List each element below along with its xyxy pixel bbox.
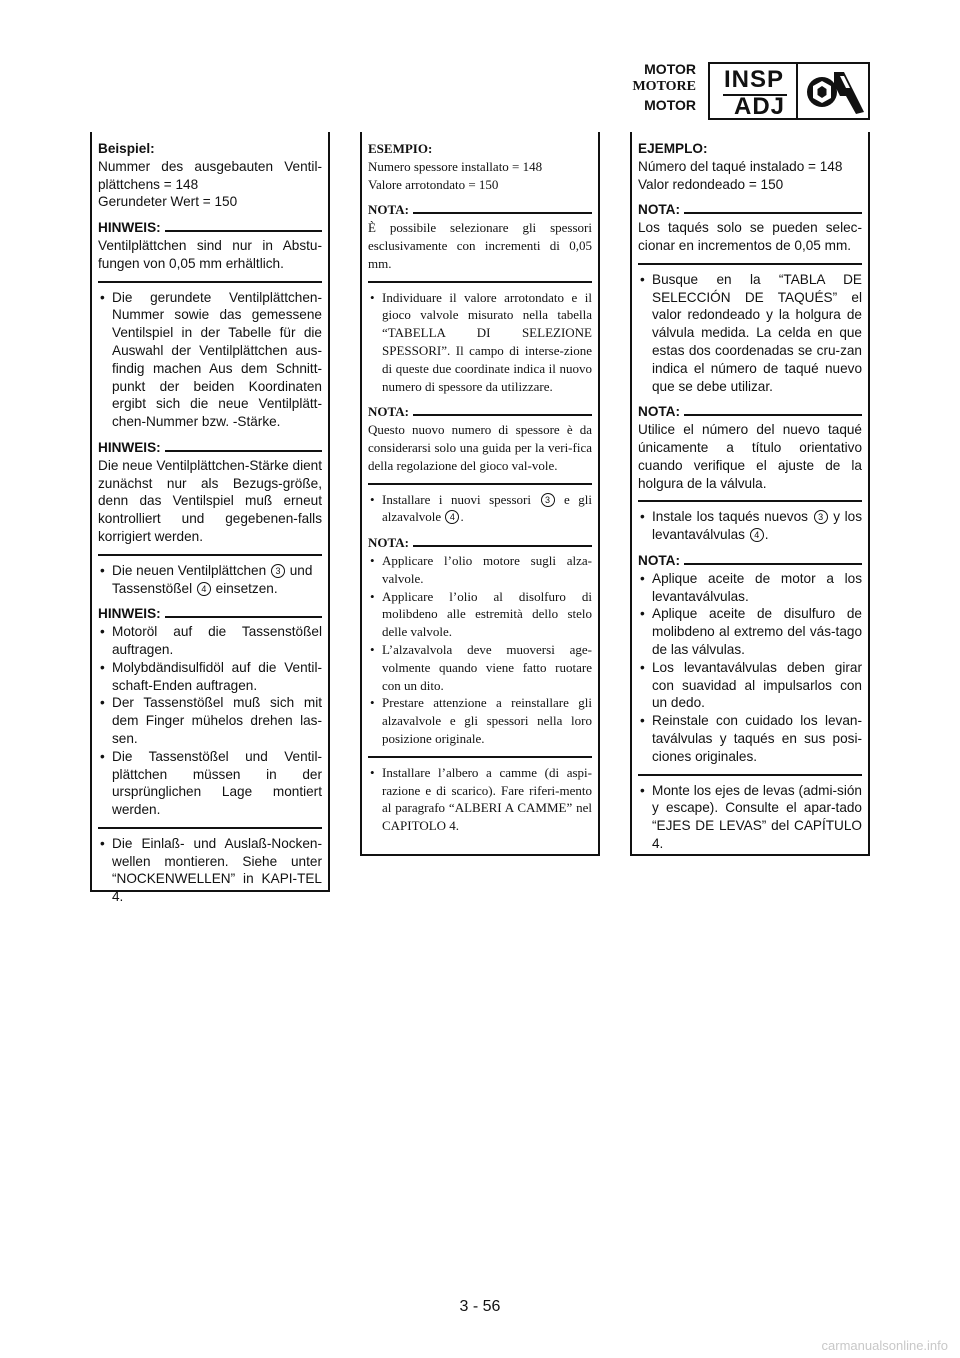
note-text: Ventilplättchen sind nur in Abstu-fungen von 0,05 mm erhältlich. bbox=[98, 237, 322, 271]
example-title: Beispiel: bbox=[98, 141, 155, 156]
note-rule bbox=[684, 563, 862, 565]
callout-number: 4 bbox=[445, 510, 459, 524]
list-item: • Die Tassenstößel und Ventil-plättchen müssen in der ursprünglichen Lage montiert werden. bbox=[98, 748, 322, 819]
note-text: Die neue Ventilplättchen-Stärke dient zunächst nur als Bezugs-größe, denn das Ventilspiel muß erneut kontrolliert und gegebenen-falls korrigiert werden. bbox=[98, 457, 322, 544]
example-line: Nummer des ausgebauten Ventil-plättchens = 148 bbox=[98, 158, 322, 192]
note-text: È possibile selezionare gli spessori esclusivamente con incrementi di 0,05 mm. bbox=[368, 220, 592, 271]
note-end-rule bbox=[638, 263, 862, 265]
step-text: Instale los taqués nuevos bbox=[652, 509, 808, 525]
note-title: NOTA: bbox=[638, 202, 681, 218]
note-rule bbox=[165, 450, 322, 452]
badge-adj-label: ADJ bbox=[734, 93, 786, 120]
note-rule bbox=[684, 414, 862, 416]
section-title-es: MOTOR bbox=[644, 97, 696, 113]
note-header bbox=[98, 439, 322, 457]
note-list bbox=[98, 623, 322, 819]
step-list bbox=[638, 508, 862, 544]
note-end-rule bbox=[98, 281, 322, 283]
callout-number: 4 bbox=[197, 582, 211, 596]
list-item: • Die gerundete Ventilplättchen-Nummer sowie das gemessene Ventilspiel in der Tabelle für die Auswahl der Ventilplättchen aus-findig machen Aus dem Schnitt-punkt der beiden Koordinaten ergibt sich die neue Ventilplätt-chen-Nummer bzw. -Stärke. bbox=[98, 289, 322, 431]
step-list bbox=[98, 562, 322, 598]
list-item: • Applicare l’olio al disolfuro di molibdeno alle estremità dello stelo delle valvole. bbox=[368, 588, 592, 641]
note-header bbox=[638, 201, 862, 219]
badge-insp-label: INSP bbox=[724, 66, 785, 93]
list-item: • Der Tassenstößel muß sich mit dem Finger mühelos drehen las-sen. bbox=[98, 694, 322, 747]
page-number: 3 - 56 bbox=[459, 1298, 501, 1315]
note-rule bbox=[165, 230, 322, 232]
note-end-rule bbox=[368, 756, 592, 758]
step-text: . bbox=[764, 527, 769, 543]
list-item: • Aplique aceite de motor a los levantaválvulas. bbox=[638, 570, 862, 606]
step-text: und Tassenstößel bbox=[112, 562, 313, 596]
note-header bbox=[638, 403, 862, 421]
list-item: • Motoröl auf die Tassenstößel auftragen. bbox=[98, 623, 322, 659]
note-header bbox=[368, 403, 592, 421]
note-header bbox=[368, 201, 592, 219]
callout-number: 3 bbox=[814, 510, 828, 524]
note-text: Los taqués solo se pueden selec-cionar en incrementos de 0,05 mm. bbox=[638, 220, 862, 253]
watermark: carmanualsonline.info bbox=[821, 1338, 948, 1353]
step-list bbox=[368, 491, 592, 527]
step-text: Die neuen Ventilplättchen bbox=[112, 562, 267, 578]
note-rule bbox=[413, 545, 592, 547]
section-titles bbox=[600, 60, 696, 114]
list-item bbox=[98, 562, 322, 598]
step-text: y los levantaválvulas bbox=[652, 509, 862, 543]
step-list bbox=[368, 289, 592, 396]
note-end-rule bbox=[638, 774, 862, 776]
step-list bbox=[98, 289, 322, 431]
note-rule bbox=[413, 212, 592, 214]
note-title: NOTA: bbox=[368, 202, 409, 218]
list-item: • Molybdändisulfidöl auf die Ventil-schaft-Enden auftragen. bbox=[98, 659, 322, 695]
list-item: • Aplique aceite de disulfuro de molibdeno al extremo del vás-tago de las válvulas. bbox=[638, 605, 862, 658]
badge-vertical-divider bbox=[796, 64, 798, 118]
note-header bbox=[368, 534, 592, 552]
column-spanish bbox=[630, 132, 870, 856]
note-rule bbox=[684, 212, 862, 214]
note-title: NOTA: bbox=[368, 535, 409, 551]
example-line: Valor redondeado = 150 bbox=[638, 176, 784, 192]
note-title: NOTA: bbox=[368, 404, 409, 420]
step-list bbox=[638, 271, 862, 396]
note-header bbox=[638, 552, 862, 570]
step-list bbox=[98, 835, 322, 906]
list-item: • Die Einlaß- und Auslaß-Nocken-wellen montieren. Siehe unter “NOCKENWELLEN” in KAPI-TEL 4. bbox=[98, 835, 322, 906]
note-title: HINWEIS: bbox=[98, 606, 161, 622]
callout-number: 4 bbox=[750, 528, 764, 542]
note-list bbox=[368, 552, 592, 748]
list-item bbox=[638, 508, 862, 544]
note-text: Utilice el número del nuevo taqué únicamente a título orientativo cuando verifique el ajuste de la holgura de la válvula. bbox=[638, 422, 862, 491]
callout-number: 3 bbox=[541, 493, 555, 507]
callout-number: 3 bbox=[271, 564, 285, 578]
list-item: • Installare l’albero a camme (di aspi-razione e di scarico). Fare riferi-mento al paragrafo “ALBERI A CAMME” nel CAPITOLO 4. bbox=[368, 764, 592, 835]
note-title: HINWEIS: bbox=[98, 439, 161, 455]
list-item: • Prestare attenzione a reinstallare gli alzavalvole e gli spessori nella loro posizione originale. bbox=[368, 694, 592, 747]
example-line: Gerundeter Wert = 150 bbox=[98, 194, 238, 210]
step-list bbox=[638, 782, 862, 853]
note-header bbox=[98, 605, 322, 623]
list-item: • Applicare l’olio motore sugli alza-valvole. bbox=[368, 552, 592, 588]
note-text: Questo nuovo numero di spessore è da considerarsi solo una guida per la veri-fica della regolazione del gioco val-vole. bbox=[368, 422, 592, 473]
list-item: • Reinstale con cuidado los levan-taválvulas y taqués en sus posi-ciones originales. bbox=[638, 712, 862, 765]
example-line: Número del taqué instalado = 148 bbox=[638, 158, 843, 174]
note-end-rule bbox=[368, 281, 592, 283]
step-text: e gli alzavalvole bbox=[382, 491, 593, 525]
wrench-icon bbox=[804, 66, 866, 118]
note-title: HINWEIS: bbox=[98, 220, 161, 236]
step-text: Installare i nuovi spessori bbox=[382, 491, 531, 507]
section-title-it: MOTORE bbox=[632, 79, 696, 94]
section-title-de: MOTOR bbox=[644, 61, 696, 77]
note-end-rule bbox=[98, 554, 322, 556]
note-end-rule bbox=[638, 500, 862, 502]
example-title: EJEMPLO: bbox=[638, 141, 708, 156]
example-line: Numero spessore installato = 148 bbox=[368, 158, 543, 174]
note-title: NOTA: bbox=[638, 552, 681, 568]
list-item: • Los levantaválvulas deben girar con suavidad al impulsarlos con un dedo. bbox=[638, 659, 862, 712]
step-text: . bbox=[460, 509, 464, 525]
column-italian bbox=[360, 132, 600, 856]
insp-adj-badge bbox=[708, 62, 870, 120]
note-rule bbox=[413, 414, 592, 416]
step-text: einsetzen. bbox=[215, 580, 278, 596]
note-end-rule bbox=[368, 483, 592, 485]
note-list bbox=[638, 570, 862, 766]
note-title: NOTA: bbox=[638, 404, 681, 420]
list-item: • Monte los ejes de levas (admi-sión y escape). Consulte el apar-tado “EJES DE LEVAS” del CAPÍTULO 4. bbox=[638, 782, 862, 853]
note-header bbox=[98, 219, 322, 237]
note-end-rule bbox=[98, 827, 322, 829]
example-title: ESEMPIO: bbox=[368, 141, 433, 156]
example-line: Valore arrotondato = 150 bbox=[368, 176, 499, 192]
list-item: • Individuare il valore arrotondato e il gioco valvole misurato nella tabella “TABELLA DI SELEZIONE SPESSORI”. Il campo di interse-zione di queste due coordinate indica il nuovo numero di spessore da utilizzare. bbox=[368, 289, 592, 396]
column-german bbox=[90, 132, 330, 905]
step-list bbox=[368, 764, 592, 835]
list-item: • L’alzavalvola deve muoversi age-volmente quando viene fatto ruotare con un dito. bbox=[368, 641, 592, 694]
list-item bbox=[368, 491, 592, 527]
list-item: • Busque en la “TABLA DE SELECCIÓN DE TAQUÉS” el valor redondeado y la holgura de válvula medida. La celda en que estas dos coordenadas se cru-zan indica el número de taqué nuevo que se debe utilizar. bbox=[638, 271, 862, 396]
note-rule bbox=[165, 616, 322, 618]
